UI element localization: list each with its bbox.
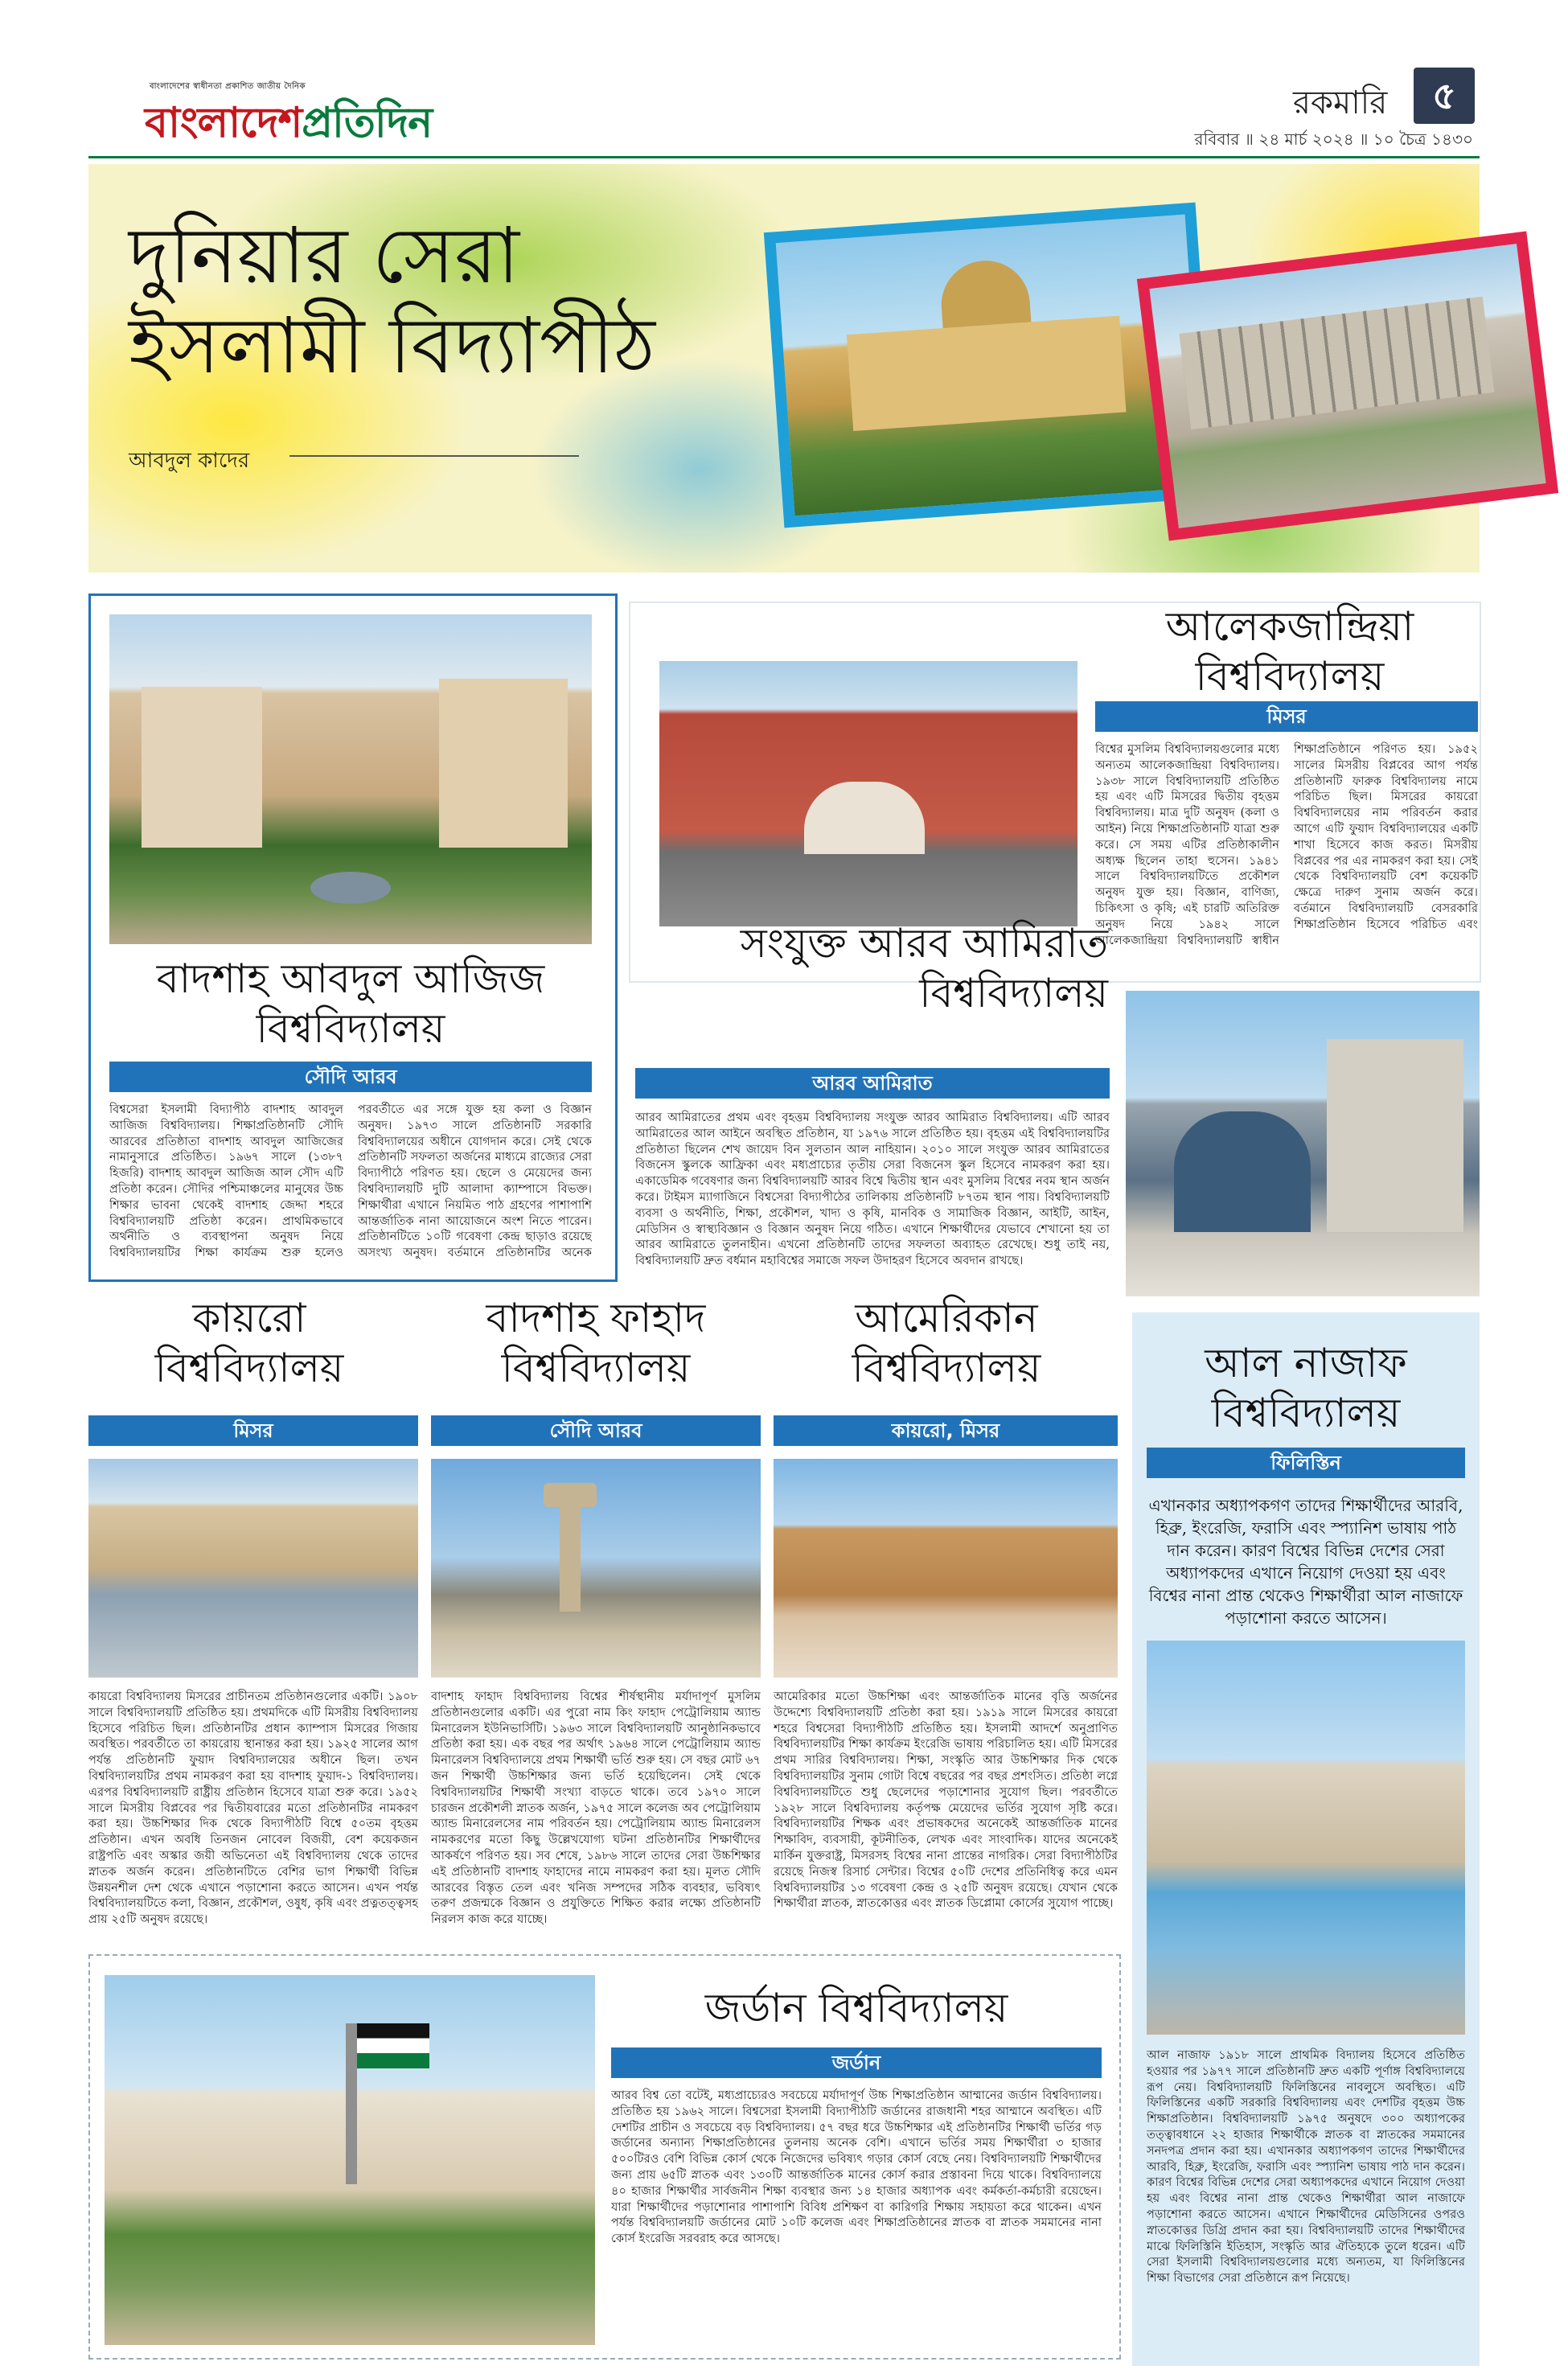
feature-title-line2: ইসলামী বিদ্যাপীঠ [129,301,655,391]
headline-jordan: জর্ডান বিশ্ববিদ্যালয় [704,1985,1008,2031]
headline-alexandria-line1: আলেকজান্দ্রিয়া [1165,603,1414,650]
photo-najaf-campus [1147,1641,1465,2035]
photo-uae-campus [1126,991,1480,1296]
feature-title [129,211,655,391]
banner-photo-campus [1137,231,1558,540]
headline-alexandria [1100,602,1480,701]
masthead-rule [88,156,1480,158]
section-name: রকমারি [1293,84,1388,121]
country-label-cairo: মিসর [88,1415,418,1446]
headline-american-line2: বিশ্ববিদ্যালয় [852,1345,1041,1391]
article-body-uae: আরব আমিরাতের প্রথম এবং বৃহত্তম বিশ্ববিদ্যালয় সংযুক্ত আরব আমিরাত বিশ্ববিদ্যালয়। এটি আরব আমিরাতের আল আইনে অবস্থিত প্রতিষ্ঠান, যা ১৯৭৬ সালে প্রতিষ্ঠিত হয়। বৃহত্তম এই বিশ্ববিদ্যালয়টির প্রতিষ্ঠাতা ছিলেন শেখ জায়েদ বিন সুলতান আল নাহিয়ান। ২০১০ সালে সংযুক্ত আরব আমিরাতের বিজনেস স্কুলকে আফ্রিকা এবং মধ্যপ্রাচ্যের তৃতীয় সেরা বিজনেস স্কুল হিসেবে নামকরণ করা হয়। একাডেমিক গবেষণার জন্য বিশ্ববিদ্যালয়টি আরব বিশ্বে দ্বিতীয় স্থান এবং মুসলিম বিশ্বের নবম স্থান অর্জন করে। টাইমস ম্যাগাজিনে বিশ্বসেরা বিদ্যাপীঠের তালিকায় প্রতিষ্ঠানটি ৮৭তম স্থান পায়। বিশ্ববিদ্যালয়টি ব্যবসা ও অর্থনীতি, শিক্ষা, প্রকৌশল, খাদ্য ও কৃষি, মানবিক ও সামাজিক বিজ্ঞান, আইটি, আইন, মেডিসিন ও স্বাস্থ্যবিজ্ঞান ও বিজ্ঞান অনুষদ নিয়ে গঠিত। এখানে শিক্ষার্থীদের যেভাবে শেখানো হয় তা আরব আমিরাতে তুলনাহীন। এখনো প্রতিষ্ঠানটি তাদের সফলতা অব্যাহত রেখেছে। শুধু তাই নয়, বিশ্ববিদ্যালয়টি দ্রুত বর্ধমান মহাবিশ্বের সমাজে সফল উদাহরণ হিসেবে অবদান রাখছে। [635,1111,1110,1268]
byline-rule [289,455,579,457]
headline-abdulaziz-line1: বাদশাহ আবদুল আজিজ [156,955,545,1002]
newspaper-logo[interactable] [145,90,432,160]
headline-fahd-line1: বাদশাহ ফাহাদ [486,1295,706,1341]
article-body-fahd: বাদশাহ ফাহাদ বিশ্ববিদ্যালয় বিশ্বের শীর্ষস্থানীয় মর্যাদাপূর্ণ মুসলিম প্রতিষ্ঠানগুলোর একটি। এর পুরো নাম কিং ফাহাদ পেট্রোলিয়াম অ্যান্ড মিনারেলস ইউনিভার্সিটি। ১৯৬৩ সালে বিশ্ববিদ্যালয়টি আনুষ্ঠানিকভাবে প্রতিষ্ঠা করা হয়। এক বছর পর অর্থাৎ ১৯৬৪ সালে পেট্রোলিয়াম অ্যান্ড মিনারেলস বিশ্ববিদ্যালয়ে প্রথম শিক্ষার্থী ভর্তি শুরু হয়। সে বছর মোট ৬৭ জন শিক্ষার্থী উচ্চশিক্ষার জন্য ভর্তি হয়েছিলেন। সেই থেকে বিশ্ববিদ্যালয়টির শিক্ষার্থী সংখ্যা বাড়তে থাকে। তবে ১৯৭০ সালে চারজন প্রকৌশলী স্নাতক অর্জন, ১৯৭৫ সালে কলেজ অব পেট্রোলিয়াম অ্যান্ড মিনারেলসের নাম পরিবর্তন হয়। পেট্রোলিয়াম অ্যান্ড মিনারেলস নামকরণের মতো কিছু উল্লেখযোগ্য ঘটনা প্রতিষ্ঠানটির শিক্ষার্থীদের আকর্ষণে পরিণত হয়। সব শেষে, ১৯৮৬ সালে তাদের সেরা উচ্চশিক্ষার এই প্রতিষ্ঠানটি বাদশাহ ফাহাদের নামে নামকরণ করা হয়। মূলত সৌদি আরবের বিস্তৃত তেল এবং খনিজ সম্পদের সঠিক ব্যবহার, ভবিষ্যৎ তরুণ প্রজন্মকে বিজ্ঞান ও প্রযুক্তিতে শিক্ষিত করার লক্ষ্যে প্রতিষ্ঠানটি নিরলস কাজ করে যাচ্ছে। [431,1690,761,1927]
headline-najaf-line1: আল নাজাফ [1205,1340,1407,1386]
headline-fahd-line2: বিশ্ববিদ্যালয় [501,1345,691,1391]
najaf-intro: এখানকার অধ্যাপকগণ তাদের শিক্ষার্থীদের আরবি, হিব্রু, ইংরেজি, ফরাসি এবং স্প্যানিশ ভাষায় পাঠ দান করেন। কারণ বিশ্বের বিভিন্ন দেশের সেরা অধ্যাপকদের এখানে নিয়োগ দেওয়া হয় এবং বিশ্বের নানা প্রান্ত থেকেও শিক্ষার্থীরা আল নাজাফে পড়াশোনা করতে আসেন। [1148,1496,1463,1628]
country-label-jordan: জর্ডান [611,2047,1102,2078]
photo-alexandria-building [659,661,1077,926]
country-label-american: কায়রো, মিসর [774,1415,1118,1446]
country-label-najaf: ফিলিস্তিন [1147,1448,1465,1478]
headline-fahd [431,1293,761,1393]
photo-american-campus [774,1459,1118,1678]
headline-abdulaziz-line2: বিশ্ববিদ্যালয় [256,1005,445,1052]
headline-alexandria-line2: বিশ্ববিদ্যালয় [1195,653,1385,700]
photo-abdulaziz-campus [109,614,592,944]
country-label-abdulaziz: সৌদি আরব [109,1062,592,1092]
masthead-tagline: বাংলাদেশের স্বাধীনতা প্রকাশিত জাতীয় দৈনিক [150,82,306,91]
headline-american-line1: আমেরিকান [855,1295,1038,1341]
headline-american [774,1293,1119,1393]
headline-cairo-line1: কায়রো [192,1295,306,1341]
headline-uae [634,918,1108,1018]
headline-abdulaziz [105,954,597,1054]
photo-cairo-fountain [88,1459,418,1678]
headline-cairo-line2: বিশ্ববিদ্যালয় [154,1345,344,1391]
page-number: ৫ [1414,68,1475,124]
photo-fahd-tower [431,1459,761,1678]
logo-part1: বাংলাদেশ [145,99,302,147]
author-byline: আবদুল কাদের [129,449,250,473]
headline-najaf [1132,1338,1480,1438]
photo-jordan-campus [105,1975,595,2345]
article-body-jordan: আরব বিশ্ব তো বটেই, মধ্যপ্রাচ্যেরও সবচেয়ে মর্যাদাপূর্ণ উচ্চ শিক্ষাপ্রতিষ্ঠান আম্মানের জর্ডান বিশ্ববিদ্যালয়। প্রতিষ্ঠিত হয় ১৯৬২ সালে। বিশ্বসেরা ইসলামী বিদ্যাপীঠটি জর্ডানের রাজধানী শহর আম্মানে অবস্থিত। এটি দেশটির প্রাচীন ও সবচেয়ে বড় বিশ্ববিদ্যালয়। ৫৭ বছর ধরে উচ্চশিক্ষার এই প্রতিষ্ঠানটির শিক্ষার্থী ভর্তির গড় জর্ডানের অন্যান্য শিক্ষাপ্রতিষ্ঠানের তুলনায় অনেক বেশি। এখানে ভর্তির সময় শিক্ষার্থীরা ৩ হাজার ৫০০টিরও বেশি বিভিন্ন কোর্স থেকে নিজেদের ভবিষ্যৎ গড়ার কোর্স বেছে নেয়। বিশ্ববিদ্যালয়টি শিক্ষার্থীদের জন্য প্রায় ৬৫টি স্নাতক এবং ১৩০টি আন্তর্জাতিক মানের কোর্স করার প্রস্তাবনা দিয়ে থাকে। বিশ্ববিদ্যালয়ে ৪০ হাজার শিক্ষার্থীর সার্বজনীন শিক্ষা ব্যবস্থার জন্য ১৪ হাজার অধ্যাপক এবং কর্মকর্তা-কর্মচারী রয়েছেন। যারা শিক্ষার্থীদের পড়াশোনার পাশাপাশি বিবিধ প্রশিক্ষণ বা কারিগরি শিক্ষায় সহায়তা করে থাকেন। এখন পর্যন্ত বিশ্ববিদ্যালয়টি জর্ডানের মোট ১০টি কলেজ এবং শিক্ষাপ্রতিষ্ঠানের স্নাতক বা স্নাতক সমমানের নানা কোর্স ইংরেজি সরবরাহ করে আসছে। [611,2089,1102,2246]
headline-uae-line1: সংযুক্ত আরব আমিরাত [740,920,1108,967]
article-body-alexandria: বিশ্বের মুসলিম বিশ্ববিদ্যালয়গুলোর মধ্যে অন্যতম আলেকজান্দ্রিয়া বিশ্ববিদ্যালয়। ১৯৩৮ সালে বিশ্ববিদ্যালয়টি প্রতিষ্ঠিত হয় এবং এটি মিসরের দ্বিতীয় বৃহত্তম বিশ্ববিদ্যালয়। মাত্র দুটি অনুষদ (কলা ও আইন) নিয়ে শিক্ষাপ্রতিষ্ঠানটি যাত্রা শুরু করে। সে সময় এটির প্রতিষ্ঠাকালীন অধ্যক্ষ ছিলেন তাহা হুসেন। ১৯৪১ সালে বিশ্ববিদ্যালয়টিতে প্রকৌশল অনুষদ যুক্ত হয়। বিজ্ঞান, বাণিজ্য, চিকিৎসা ও কৃষি; এই চারটি অতিরিক্ত অনুষদ নিয়ে ১৯৪২ সালে আলেকজান্দ্রিয়া বিশ্ববিদ্যালয়টি স্বাধীন শিক্ষাপ্রতিষ্ঠানে পরিণত হয়। ১৯৫২ সালের মিসরীয় বিপ্লবের আগ পর্যন্ত প্রতিষ্ঠানটি ফারুক বিশ্ববিদ্যালয় নামে পরিচিত ছিল। মিসরের কায়রো বিশ্ববিদ্যালয়ের নাম পরিবর্তন করার আগে এটি ফুয়াদ বিশ্ববিদ্যালয়ের একটি শাখা হিসেবে কাজ করত। মিসরীয় বিপ্লবের পর এর নামকরণ করা হয়। সেই থেকে বিশ্ববিদ্যালয়টি বেশ কয়েকটি ক্ষেত্রে দারুণ সুনাম অর্জন করে। বর্তমানে বিশ্ববিদ্যালয়টি বেসরকারি শিক্ষাপ্রতিষ্ঠান হিসেবে পরিচিত এবং [1095,742,1478,947]
article-body-najaf: আল নাজাফ ১৯১৮ সালে প্রাথমিক বিদ্যালয় হিসেবে প্রতিষ্ঠিত হওয়ার পর ১৯৭৭ সালে প্রতিষ্ঠানটি দ্রুত একটি পূর্ণাঙ্গ বিশ্ববিদ্যালয়ে রূপ নেয়। বিশ্ববিদ্যালয়টি ফিলিস্তিনের নাবলুসে অবস্থিত। এটি ফিলিস্তিনের একটি সরকারি বিশ্ববিদ্যালয় এবং দেশটির বৃহত্তম উচ্চ শিক্ষাপ্রতিষ্ঠান। বিশ্ববিদ্যালয়টি ১৯৭৫ অনুষদে ৩০০ অধ্যাপকের তত্ত্বাবধানে ২২ হাজার শিক্ষার্থীকে স্নাতক বা স্নাতকের সমমানের সনদপত্র প্রদান করা হয়। এখানকার অধ্যাপকগণ তাদের শিক্ষার্থীদের আরবি, হিব্রু, ইংরেজি, ফরাসি এবং স্প্যানিশ ভাষায় পাঠ দান করেন। কারণ বিশ্বের বিভিন্ন দেশের সেরা অধ্যাপকদের এখানে নিয়োগ দেওয়া হয় এবং বিশ্বের নানা প্রান্ত থেকেও শিক্ষার্থীরা আল নাজাফে পড়াশোনা করতে আসেন। এখানে শিক্ষার্থীদের মেডিসিনের ওপরও স্নাতকোত্তর ডিগ্রি প্রদান করা হয়। বিশ্ববিদ্যালয়টি তাদের শিক্ষার্থীদের মাঝে ফিলিস্তিনি ইতিহাস, সংস্কৃতি আর ঐতিহ্যকে তুলে ধরেন। এটি সেরা ইসলামী বিশ্ববিদ্যালয়গুলোর মধ্যে অন্যতম, যা ফিলিস্তিনের শিক্ষা বিভাগের সেরা প্রতিষ্ঠানে রূপ নিয়েছে। [1147,2048,1465,2286]
headline-uae-line2: বিশ্ববিদ্যালয় [919,970,1108,1017]
article-body-abdulaziz: বিশ্বসেরা ইসলামী বিদ্যাপীঠ বাদশাহ আবদুল আজিজ বিশ্ববিদ্যালয়। শিক্ষাপ্রতিষ্ঠানটি সৌদি আরবের প্রতিষ্ঠাতা বাদশাহ আবদুল আজিজের নামানুসারে প্রতিষ্ঠিত। ১৯৬৭ সালে (১৩৮৭ হিজরি) বাদশাহ আবদুল আজিজ আল সৌদ এটি প্রতিষ্ঠা করেন। সৌদির পশ্চিমাঞ্চলের মানুষের উচ্চ শিক্ষার ভাবনা থেকেই বাদশাহ জেদ্দা শহরে বিশ্ববিদ্যালয়টি প্রতিষ্ঠা করেন। প্রাথমিকভাবে অর্থনীতি ও ব্যবস্থাপনা অনুষদ নিয়ে বিশ্ববিদ্যালয়টির শিক্ষা কার্যক্রম শুরু হলেও পরবর্তীতে এর সঙ্গে যুক্ত হয় কলা ও বিজ্ঞান অনুষদ। ১৯৭৩ সালে প্রতিষ্ঠানটি সরকারি বিশ্ববিদ্যালয়ের অধীনে যোগদান করে। সেই থেকে প্রতিষ্ঠানটি সফলতা অর্জনের মাধ্যমে রাজ্যের সেরা বিদ্যাপীঠে পরিণত হয়। ছেলে ও মেয়েদের জন্য বিশ্ববিদ্যালয়টি দুটি আলাদা ক্যাম্পাসে বিভক্ত। শিক্ষার্থীরা এখানে নিয়মিত পাঠ গ্রহণের পাশাপাশি আন্তর্জাতিক নানা আয়োজনে অংশ নিতে পারেন। প্রতিষ্ঠানটিতে ১০টি গবেষণা কেন্দ্র ছাড়াও রয়েছে অসংখ্য অনুষদ। বর্তমানে প্রতিষ্ঠানটির অনেক [109,1103,592,1260]
headline-najaf-line2: বিশ্ববিদ্যালয় [1211,1390,1401,1436]
country-label-uae: আরব আমিরাত [635,1068,1110,1099]
article-body-cairo: কায়রো বিশ্ববিদ্যালয় মিসরের প্রাচীনতম প্রতিষ্ঠানগুলোর একটি। ১৯০৮ সালে বিশ্ববিদ্যালয়টি প্রতিষ্ঠিত হয়। প্রথমদিকে এটি মিসরীয় বিশ্ববিদ্যালয় হিসেবে পরিচিত ছিল। প্রতিষ্ঠানটির প্রধান ক্যাম্পাস মিসরের গিজায় অবস্থিত। পরবর্তীতে তা কায়রোয় স্থানান্তর করা হয়। ১৯২৫ সালের আগ পর্যন্ত প্রতিষ্ঠানটি ফুয়াদ বিশ্ববিদ্যালয়ের অধীনে ছিল। তখন বিশ্ববিদ্যালয়টির প্রথম নামকরণ করা হয় বাদশাহ ফুয়াদ-১ বিশ্ববিদ্যালয়। এরপর বিশ্ববিদ্যালয়টি রাষ্ট্রীয় প্রতিষ্ঠান হিসেবে যাত্রা শুরু করে। ১৯৫২ সালে মিসরীয় বিপ্লবের পর দ্বিতীয়বারের মতো প্রতিষ্ঠানটির নামকরণ করা হয়। উচ্চশিক্ষার দিক থেকে বিদ্যাপীঠটি বিশ্বে ৫০তম বৃহত্তম প্রতিষ্ঠান। এখন অবধি তিনজন নোবেল বিজয়ী, বেশ কয়েকজন রাষ্ট্রপতি এবং অস্কার জয়ী অভিনেতা এই বিশ্ববিদ্যালয় থেকে তাদের স্নাতক অর্জন করেন। প্রতিষ্ঠানটিতে বেশির ভাগ শিক্ষার্থী বিভিন্ন উন্নয়নশীল দেশ থেকে এখানে পড়াশোনা করতে আসেন। এখন পর্যন্ত বিশ্ববিদ্যালয়টিতে কলা, বিজ্ঞান, প্রকৌশল, ওষুধ, কৃষি এবং প্রত্নতত্ত্বসহ প্রায় ২৫টি অনুষদ রয়েছে। [88,1690,418,1927]
article-body-american: আমেরিকার মতো উচ্চশিক্ষা এবং আন্তর্জাতিক মানের বৃত্তি অর্জনের উদ্দেশ্যে বিশ্ববিদ্যালয়টি প্রতিষ্ঠা করা হয়। ১৯১৯ সালে মিসরের কায়রো শহরে বিশ্বসেরা বিদ্যাপীঠটি প্রতিষ্ঠিত হয়। ইসলামী আদর্শে অনুপ্রাণিত বিশ্ববিদ্যালয়টির শিক্ষা কার্যক্রম ইংরেজি ভাষায় পরিচালিত হয়। এটি মিসরের প্রথম সারির বিশ্ববিদ্যালয়। শিক্ষা, সংস্কৃতি আর উচ্চশিক্ষার দিক থেকে বিশ্ববিদ্যালয়টির সুনাম গোটা বিশ্বে বছরের পর বছর প্রশংসিত। প্রতিষ্ঠা লগ্নে বিশ্ববিদ্যালয়টিতে শুধু ছেলেদের পড়াশোনার সুযোগ ছিল। পরবর্তীতে ১৯২৮ সালে বিশ্ববিদ্যালয় কর্তৃপক্ষ মেয়েদের ভর্তির সুযোগ সৃষ্টি করে। বিশ্ববিদ্যালয়টির শিক্ষক এবং প্রভাষকদের অনেকেই আন্তর্জাতিক মানের শিক্ষাবিদ, ব্যবসায়ী, কূটনীতিক, লেখক এবং সাংবাদিক। যাদের অনেকেই মার্কিন যুক্তরাষ্ট্র, মিসরসহ বিশ্বের নানা প্রান্তের নাগরিক। সেরা বিদ্যাপীঠটির রয়েছে নিজস্ব রিসার্চ সেন্টার। বিশ্বের ৫০টি দেশের প্রতিনিধিত্ব করে এমন বিশ্ববিদ্যালয়টির ১৩ গবেষণা কেন্দ্র ও ২৫টি অনুষদ রয়েছে। যেখান থেকে শিক্ষার্থীরা স্নাতক, স্নাতকোত্তর এবং স্নাতক ডিপ্লোমা কোর্সের সুযোগ পাচ্ছে। [774,1690,1118,1911]
country-label-alexandria: মিসর [1095,701,1478,732]
country-label-fahd: সৌদি আরব [431,1415,761,1446]
logo-part2: প্রতিদিন [302,99,433,147]
headline-cairo [88,1293,410,1393]
feature-title-line1: দুনিয়ার সেরা [129,211,519,301]
issue-date: রবিবার ॥ ২৪ মার্চ ২০২৪ ॥ ১০ চৈত্র ১৪৩০ [1194,129,1473,149]
